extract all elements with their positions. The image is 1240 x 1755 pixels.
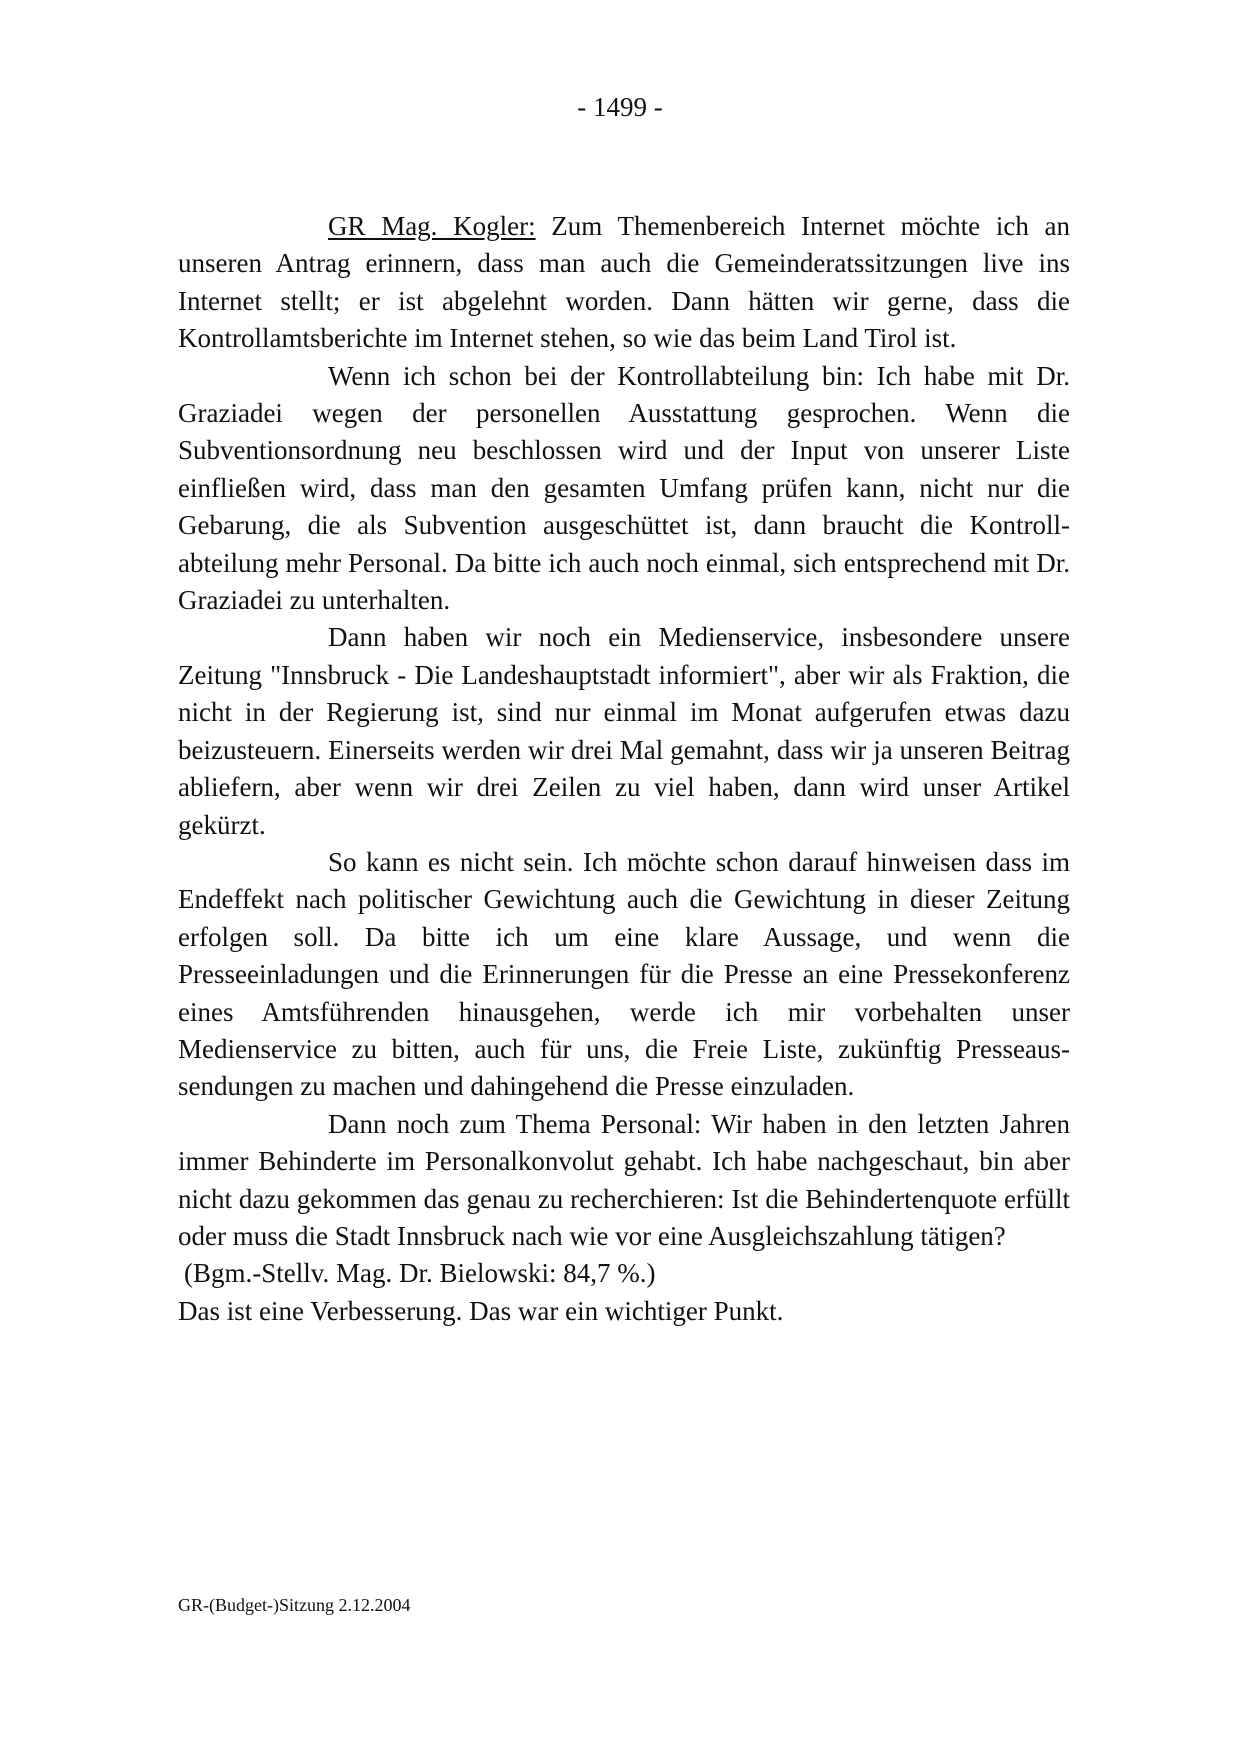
paragraph-2: Wenn ich schon bei der Kontrollabteilung bin: Ich habe mit Dr. Graziadei wegen der personellen Ausstattung gesprochen. Wenn die Subventionsordnung neu beschlossen wird und der Input von unserer Liste einfließen wird, dass man den gesamten Umfang prüfen kann, nicht nur die Gebarung, die als Subvention ausgeschüttet ist, dann braucht die Kontrollabteilung mehr Personal. Da bitte ich auch noch einmal, sich entsprechend mit Dr. Graziadei zu unterhalten. xyxy=(178,360,1070,616)
document-body xyxy=(178,208,1070,1330)
speaker-name: GR Mag. Kogler: xyxy=(328,211,536,241)
paragraph-1-text: Zum Themenbereich Internet möchte ich an unseren Antrag erinnern, dass man auch die Gemeinderatssitzungen live ins Internet stellt; er ist abgelehnt worden. Dann hätten wir gerne, dass die Kontrollamtsberichte im Internet stehen, so wie das beim Land Tirol ist. xyxy=(178,211,1070,354)
page-number: - 1499 - xyxy=(577,92,663,122)
paragraph-4: So kann es nicht sein. Ich möchte schon darauf hinweisen dass im Endeffekt nach politischer Gewichtung auch die Gewichtung in dieser Zeitung erfolgen soll. Da bitte ich um eine klare Aussage, und wenn die Presseeinladungen und die Erinnerungen für die Presse an eine Pressekonferenz eines Amtsführenden hinausgehen, werde ich mir vorbehalten unser Medienservice zu bitten, auch für uns, die Freie Liste, zukünftig Presseaussendungen zu machen und dahingehend die Presse einzuladen. xyxy=(178,846,1070,1102)
paragraph-1 xyxy=(178,208,1070,358)
paragraph-3: Dann haben wir noch ein Medienservice, insbesondere unsere Zeitung "Innsbruck - Die Landeshauptstadt informiert", aber wir als Fraktion, die nicht in der Regierung ist, sind nur einmal im Monat aufgerufen etwas dazu beizusteuern. Einerseits werden wir drei Mal gemahnt, dass wir ja unseren Beitrag abliefern, aber wenn wir drei Zeilen zu viel haben, dann wird unser Artikel gekürzt. xyxy=(178,622,1070,840)
interjection: (Bgm.-Stellv. Mag. Dr. Bielowski: 84,7 %.) xyxy=(184,1258,656,1289)
paragraph-5: Dann noch zum Thema Personal: Wir haben in den letzten Jahren immer Behinderte im Personalkonvolut gehabt. Ich habe nachgeschaut, bin aber nicht dazu gekommen das genau zu recherchieren: Ist die Behindertenquote erfüllt oder muss die Stadt Innsbruck nach wie vor eine Ausgleichszahlung tätigen? xyxy=(178,1108,1070,1251)
footer-session: GR-(Budget-)Sitzung 2.12.2004 xyxy=(178,1595,411,1615)
closing-line: Das ist eine Verbesserung. Das war ein wichtiger Punkt. xyxy=(178,1295,784,1326)
